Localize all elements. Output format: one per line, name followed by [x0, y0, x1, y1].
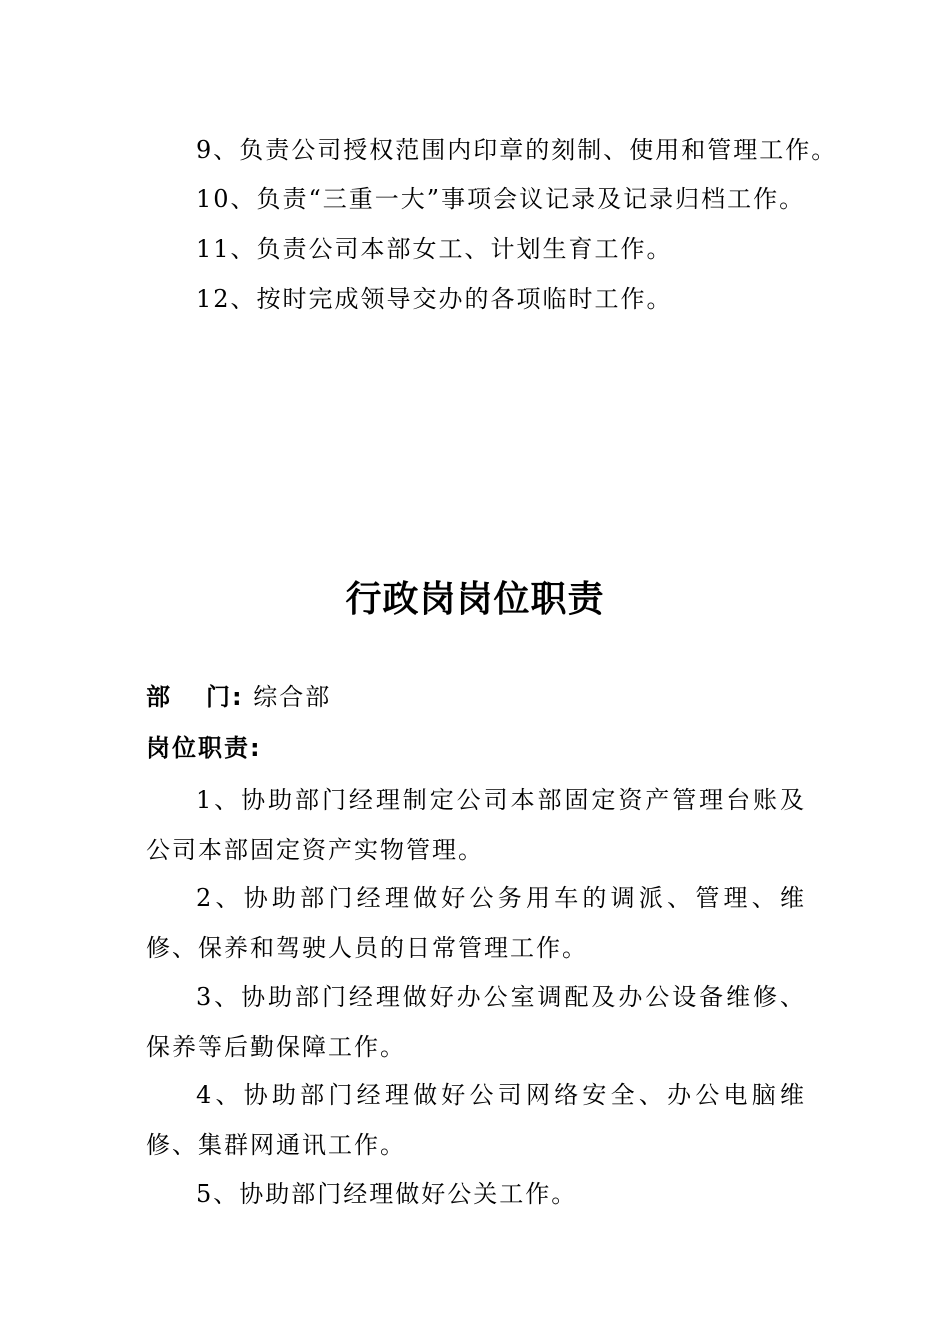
department-label-char-2: 门 — [206, 683, 232, 711]
duties-label: 岗位职责 — [146, 734, 250, 762]
duty-item-12: 12、按时完成领导交办的各项临时工作。 — [196, 285, 673, 313]
duty-item-1: 1、协助部门经理制定公司本部固定资产管理台账及公司本部固定资产实物管理。 — [146, 786, 806, 864]
department-row — [146, 682, 331, 712]
department-value: 综合部 — [253, 683, 332, 711]
duty-item-9: 9、负责公司授权范围内印章的刻制、使用和管理工作。 — [196, 136, 838, 164]
duty-item-10: 10、负责“三重一大”事项会议记录及记录归档工作。 — [196, 185, 806, 213]
section-title: 行政岗岗位职责 — [345, 579, 605, 620]
duty-item-5: 5、协助部门经理做好公关工作。 — [196, 1180, 578, 1208]
duties-heading — [146, 733, 262, 763]
duty-item-11: 11、负责公司本部女工、计划生育工作。 — [196, 235, 673, 263]
duty-item-4: 4、协助部门经理做好公司网络安全、办公电脑维修、集群网通讯工作。 — [146, 1081, 806, 1159]
department-label-char-1: 部 — [146, 683, 172, 711]
duty-item-3: 3、协助部门经理做好办公室调配及办公设备维修、保养等后勤保障工作。 — [146, 983, 806, 1061]
duties-colon: : — [250, 734, 262, 762]
duty-item-2: 2、协助部门经理做好公务用车的调派、管理、维修、保养和驾驶人员的日常管理工作。 — [146, 884, 806, 962]
department-colon: : — [232, 683, 244, 711]
